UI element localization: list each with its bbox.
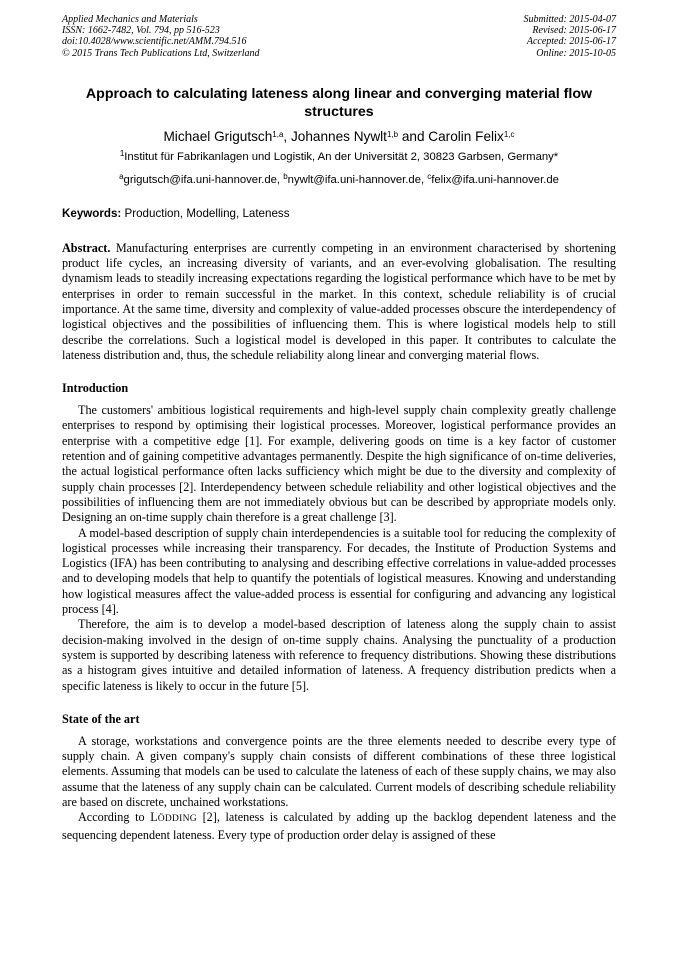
paragraph: Therefore, the aim is to develop a model-based description of lateness along the supply chain to assist decision-making involved in the design of on-time supply chains. Analysing the punctuality of a production system is supported by describing lateness with reference to frequency distributions. Showing these distributions as a histogram gives intuitive and detailed information of lateness. A frequency distribution predicts when a specific lateness is likely to occur in the future [5].: [62, 617, 616, 693]
email-superscript: a: [119, 171, 124, 181]
affiliation: [62, 150, 616, 164]
section-heading-state-of-the-art: State of the art: [62, 711, 140, 726]
date-accepted: Accepted: 2015-06-17: [526, 36, 616, 48]
paragraph: [62, 810, 616, 843]
journal-info: [62, 14, 260, 59]
keywords: [62, 207, 616, 221]
author-emails: [62, 173, 616, 187]
journal-doi: doi:10.4028/www.scientific.net/AMM.794.516: [62, 36, 247, 48]
affiliation-superscript: 1: [119, 148, 125, 158]
email-superscript: b: [283, 171, 288, 181]
author-superscript: 1,b: [386, 129, 399, 139]
paragraph: A model-based description of supply chain interdependencies is a suitable tool for reducing the complexity of logistical processes while increasing their transparency. For decades, the Institute of Production Systems and Logistics (IFA) has been contributing to analysing and describing effective correlations in value-added processes and to developing models that help to quantify the potentials of logistical measures. Knowing and understanding how logistical measures affect the value-added process is essential for configuring and advancing any logistical process [4].: [62, 525, 616, 617]
publication-dates: [524, 14, 617, 59]
author-superscript: 1,a: [272, 129, 284, 139]
affiliation-text: Institut für Fabrikanlagen und Logistik, An der Universität 2, 30823 Garbsen, Germany*: [124, 150, 559, 163]
email-link[interactable]: nywlt@ifa.uni-hannover.de,: [287, 173, 428, 186]
email-link[interactable]: grigutsch@ifa.uni-hannover.de,: [123, 173, 284, 186]
journal-header: [62, 14, 616, 59]
author-name: Michael Grigutsch: [163, 128, 273, 144]
author-name: Johannes Nywlt: [290, 128, 387, 144]
date-submitted: Submitted: 2015-04-07: [523, 14, 616, 25]
paper-page: [62, 14, 616, 843]
abstract: [62, 241, 616, 363]
author-name-smallcaps: ÖDDING: [157, 814, 197, 825]
abstract-text: Manufacturing enterprises are currently competing in an environment characterised by shortening product life cycles, an increasing diversity of variants, and an ever-evolving globalisation. The resulting dynamism leads to steadily increasing expectations regarding the logistical performance which have to be met by enterprises in order to remain successful in the market. In this context, schedule reliability is of crucial importance. At the same time, diversity and complexity of value-added processes obscure the interdependency of logistical objectives and the possibilities of influencing them. This is where logistical models help to still describe the correlations. Such a logistical model is developed in this paper. It contributes to calculate the lateness distribution and, thus, the schedule reliability along linear and converging material flows.: [62, 240, 616, 362]
journal-copyright: © 2015 Trans Tech Publications Ltd, Switzerland: [62, 47, 260, 59]
paragraph: A storage, workstations and convergence points are the three elements needed to describe every type of supply chain. A given company's supply chain consists of different combinations of these three logistical elements. Assuming that models can be used to calculate the lateness of each of these supply chains, we may also assume that the lateness of any supply chain can be calculated. Current models of describing schedule reliability are based on discrete, unchained workstations.: [62, 733, 616, 810]
date-online: Online: 2015-10-05: [536, 47, 616, 59]
author-separator: and: [398, 128, 429, 144]
author-name-initial: L: [150, 810, 158, 825]
email-link[interactable]: felix@ifa.uni-hannover.de: [431, 173, 559, 186]
paragraph-text: [2], lateness is calculated by adding up the backlog dependent lateness and the sequencing dependent lateness. Every type of production order delay is assigned of these: [62, 810, 616, 842]
author-superscript: 1,c: [503, 129, 515, 139]
keywords-text: Production, Modelling, Lateness: [121, 206, 290, 220]
journal-name: Applied Mechanics and Materials: [62, 14, 198, 25]
paragraph-text: According to: [78, 810, 151, 825]
date-revised: Revised: 2015-06-17: [532, 25, 616, 37]
author-name: Carolin Felix: [428, 128, 504, 144]
abstract-label: Abstract.: [62, 240, 111, 255]
email-superscript: c: [427, 171, 432, 181]
keywords-label: Keywords:: [62, 206, 122, 220]
paper-title: Approach to calculating lateness along linear and converging material flow structures: [85, 85, 593, 120]
paragraph: The customers' ambitious logistical requirements and high-level supply chain complexity greatly challenge enterprises to respond by optimising their logistical processes. Moreover, logistical performance provides an enterprise with a competitive edge [1]. For example, delivering goods on time is a key factor of customer retention and of gaining competitive advantages permanently. Despite the high significance of on-time deliveries, the actual logistical performance often lacks sufficiency which might be due to the diversity and complexity of supply chain processes [2]. Interdependency between schedule reliability and other logistical objectives and the possibilities of influencing them are not immediately obvious but can be described by appropriate models only. Designing an on-time supply chain therefore is a great challenge [3].: [62, 403, 616, 525]
journal-issn: ISSN: 1662-7482, Vol. 794, pp 516-523: [62, 25, 220, 37]
author-list: [62, 128, 616, 145]
author-separator: ,: [283, 128, 291, 144]
section-heading-introduction: Introduction: [62, 381, 129, 396]
